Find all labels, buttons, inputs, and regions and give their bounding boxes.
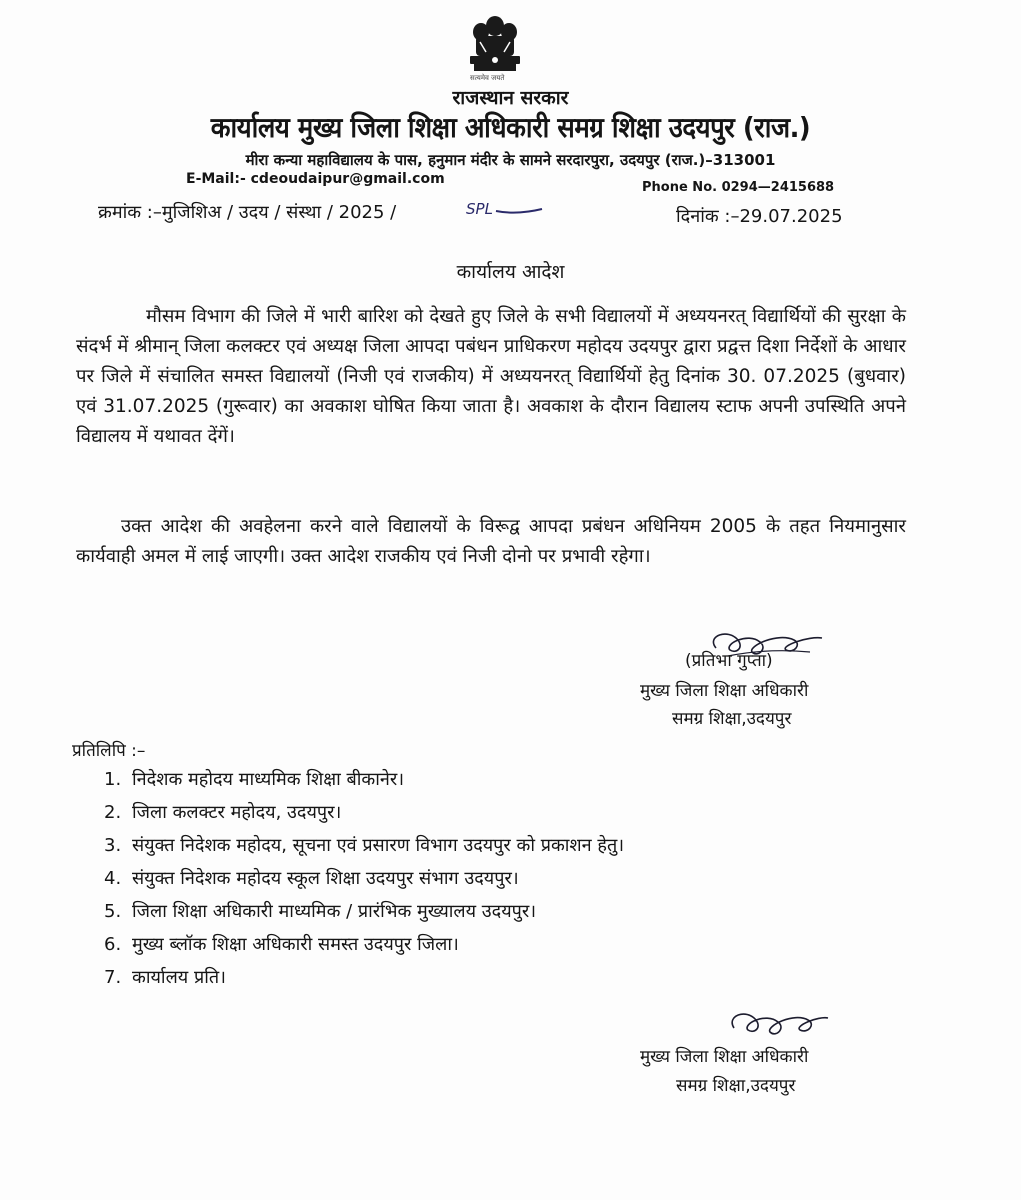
list-item-text: मुख्य ब्लॉक शिक्षा अधिकारी समस्त उदयपुर जिला। <box>132 934 459 955</box>
order-title: कार्यालय आदेश <box>456 261 565 283</box>
list-item-number: 1. <box>104 769 122 790</box>
list-item <box>104 961 624 994</box>
footer-designation: मुख्य जिला शिक्षा अधिकारी <box>640 1047 809 1067</box>
list-item-text: निदेशक महोदय माध्यमिक शिक्षा बीकानेर। <box>132 769 405 790</box>
list-item-number: 4. <box>104 868 122 889</box>
list-item-text: जिला कलक्टर महोदय, उदयपुर। <box>132 802 342 823</box>
signatory-designation: मुख्य जिला शिक्षा अधिकारी <box>640 681 809 701</box>
office-phone: Phone No. 0294—2415688 <box>642 180 835 195</box>
list-item-number: 5. <box>104 901 122 922</box>
copy-to-title: प्रतिलिपि :– <box>72 741 146 761</box>
footer-office: समग्र शिक्षा,उदयपुर <box>676 1076 796 1096</box>
reference-handwritten-mark <box>462 197 552 221</box>
office-title: कार्यालय मुख्य जिला शिक्षा अधिकारी समग्र शिक्षा उदयपुर (राज.) <box>210 111 811 144</box>
emblem-motto: सत्यमेव जयते <box>470 74 505 82</box>
list-item-number: 3. <box>104 835 122 856</box>
list-item <box>104 895 624 928</box>
order-paragraph-1: मौसम विभाग की जिले में भारी बारिश को देखते हुए जिले के सभी विद्यालयों में अध्ययनरत् विद्यार्थियों की सुरक्षा के संदर्भ में श्रीमान् जिला कलक्टर एवं अध्यक्ष जिला आपदा पबंधन प्राधिकरण महोदय उदयपुर द्वारा प्रद्वत्त दिशा निर्देशों के आधार पर जिले में संचालित समस्त विद्यालयों (निजी एवं राजकीय) में अध्ययनरत् विद्यार्थियों हेतु दिनांक 30. 07.2025 (बुधवार) एवं 31.07.2025 (गुरूवार) का अवकाश घोषित किया जाता है। अवकाश के दौरान विद्यालय स्टाफ अपनी उपस्थिति अपने विद्यालय में यथावत देंगें। <box>76 306 906 447</box>
signatory-name: (प्रतिभा गुप्ता) <box>685 651 773 671</box>
list-item <box>104 862 624 895</box>
list-item-number: 6. <box>104 934 122 955</box>
office-address: मीरा कन्या महाविद्यालय के पास, हनुमान मंदीर के सामने सरदारपुरा, उदयपुर (राज.)–313001 <box>245 151 776 169</box>
copy-to-list <box>104 763 624 994</box>
reference-handwritten-text: SPL <box>466 200 493 218</box>
footer-signature <box>722 998 832 1048</box>
state-government-title: राजस्थान सरकार <box>452 87 569 109</box>
office-email: E-Mail:- cdeoudaipur@gmail.com <box>186 171 445 187</box>
list-item <box>104 763 624 796</box>
order-paragraph-2: उक्त आदेश की अवहेलना करने वाले विद्यालयों के विरूद्व आपदा प्रबंधन अधिनियम 2005 के तहत नियमानुसार कार्यवाही अमल में लाई जाएगी। उक्त आदेश राजकीय एवं निजी दोनो पर प्रभावी रहेगा। <box>76 516 906 567</box>
list-item-number: 7. <box>104 967 122 988</box>
list-item-text: जिला शिक्षा अधिकारी माध्यमिक / प्रारंभिक मुख्यालय उदयपुर। <box>132 901 537 922</box>
reference-number: क्रमांक :–मुजिशिअ / उदय / संस्था / 2025 / <box>98 202 397 223</box>
list-item-text: कार्यालय प्रति। <box>132 967 226 988</box>
list-item <box>104 829 624 862</box>
signatory-office: समग्र शिक्षा,उदयपुर <box>672 709 792 729</box>
list-item <box>104 796 624 829</box>
list-item <box>104 928 624 961</box>
list-item-number: 2. <box>104 802 122 823</box>
list-item-text: संयुक्त निदेशक महोदय स्कूल शिक्षा उदयपुर संभाग उदयपुर। <box>132 868 519 889</box>
list-item-text: संयुक्त निदेशक महोदय, सूचना एवं प्रसारण विभाग उदयपुर को प्रकाशन हेतु। <box>132 835 625 856</box>
order-date: दिनांक :–29.07.2025 <box>676 206 843 227</box>
